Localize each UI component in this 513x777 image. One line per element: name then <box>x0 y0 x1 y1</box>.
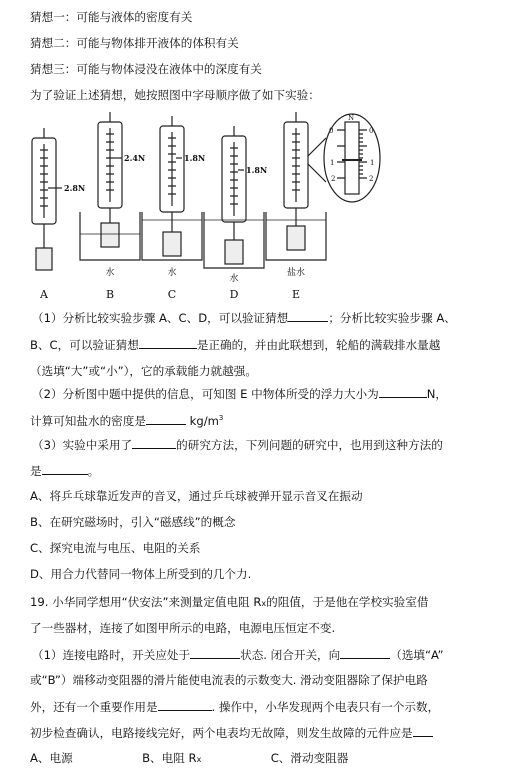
intro-text: 为了验证上述猜想，她按照图中字母顺序做了如下实验： <box>30 88 320 102</box>
q19-line1: 19. 小华同学想用“伏安法”来测量定值电阻 Rx的阻值，于是他在学校实验室借 <box>30 595 429 609</box>
hypothesis-3: 猜想三：可能与物体浸没在液体中的深度有关 <box>30 62 262 76</box>
q19-option-a: A、电源 <box>30 751 73 765</box>
spring-scale-e <box>266 112 326 260</box>
q19-option-b: B、电阻 Rx <box>142 751 202 765</box>
q19-blank-2[interactable] <box>340 647 390 659</box>
reading-c: 1.8N <box>184 153 206 163</box>
q19-p3: 外，还有一个重要作用是 . 操作中，小华发现两个电表只有一个示数， <box>30 700 440 714</box>
option-c: C、探究电流与电压、电阻的关系 <box>30 541 201 555</box>
spring-scale-d <box>204 126 264 268</box>
q3-blank-2[interactable] <box>42 463 88 475</box>
q2-blank-1[interactable] <box>379 386 427 398</box>
letter-c: C <box>167 288 177 301</box>
liquid-c: 水 <box>167 268 177 278</box>
dial-left-0: 0 <box>329 127 334 135</box>
q19-p1: （1）连接电路时，开关应处于 状态. 闭合开关，向 （选填“A” <box>32 648 444 662</box>
q19-blank-4[interactable] <box>413 725 433 737</box>
spring-scale-a <box>32 128 56 270</box>
q2-blank-2[interactable] <box>146 413 186 425</box>
q1-line3: （选填“大”或“小”），它的承载能力就越强。 <box>30 364 257 378</box>
q19-blank-3[interactable] <box>158 699 212 711</box>
dial-right-0: 0 <box>369 127 374 135</box>
q2-line2: 计算可知盐水的密度是 $kg/m^3$ <box>30 413 224 428</box>
letter-a: A <box>40 288 48 301</box>
q3-line1: （3）实验中采用了 的研究方法，下列问题的研究中，也用到这种方法的 <box>32 438 443 452</box>
q2-line1: （2）分析图中题中提供的信息，可知图 E 中物体所受的浮力大小为 N， <box>32 387 447 401</box>
q19-options <box>30 751 348 767</box>
option-a: A、将乒乓球靠近发声的音叉，通过乒乓球被弹开显示音叉在振动 <box>30 489 363 503</box>
spring-scale-c <box>142 116 202 260</box>
q1-line2: B、C，可以验证猜想 是正确的，并由此联想到，轮船的满载排水量越 <box>30 338 441 352</box>
option-d: D、用合力代替同一物体上所受到的几个力. <box>30 567 252 581</box>
hypothesis-1: 猜想一：可能与液体的密度有关 <box>30 10 193 24</box>
liquid-e: 盐水 <box>286 268 306 278</box>
q3-blank-1[interactable] <box>132 437 176 449</box>
letter-b: B <box>105 288 115 301</box>
dial-right-1: 1 <box>370 159 375 167</box>
dial-left-1: 1 <box>330 159 335 167</box>
liquid-b: 水 <box>105 268 115 278</box>
liquid-d: 水 <box>229 274 239 284</box>
q1-blank-1[interactable] <box>288 310 328 322</box>
letter-d: D <box>229 288 239 301</box>
q19-blank-1[interactable] <box>190 647 240 659</box>
dial-right-2: 2 <box>369 175 374 183</box>
q1-line1: （1）分析比较实验步骤 A、C、D，可以验证猜想 ；分析比较实验步骤 A、 <box>32 311 456 325</box>
reading-d: 1.8N <box>246 165 268 175</box>
dial-unit: N <box>348 114 355 122</box>
q19-option-c: C、滑动变阻器 <box>270 751 349 765</box>
q19-p4: 初步检查确认，电路接线完好，两个电表均无故障，则发生故障的元件应是 <box>30 725 433 740</box>
reading-a: 2.8N <box>64 183 86 193</box>
option-b: B、在研究磁场时，引入“磁感线”的概念 <box>30 515 236 529</box>
spring-scale-b <box>80 112 140 260</box>
letter-e: E <box>291 288 301 301</box>
experiment-figure <box>22 108 402 303</box>
q1-blank-2[interactable] <box>139 337 197 349</box>
q19-p2: 或“B”）端移动变阻器的滑片能使电流表的示数变大. 滑动变阻器除了保护电路 <box>30 673 428 687</box>
reading-b: 2.4N <box>124 153 146 163</box>
q19-line2: 了一些器材，连接了如图甲所示的电路，电源电压恒定不变. <box>30 621 336 635</box>
q3-line2: 是 。 <box>30 464 100 478</box>
dial-left-2: 2 <box>331 175 336 183</box>
hypothesis-2: 猜想二：可能与物体排开液体的体积有关 <box>30 36 239 50</box>
